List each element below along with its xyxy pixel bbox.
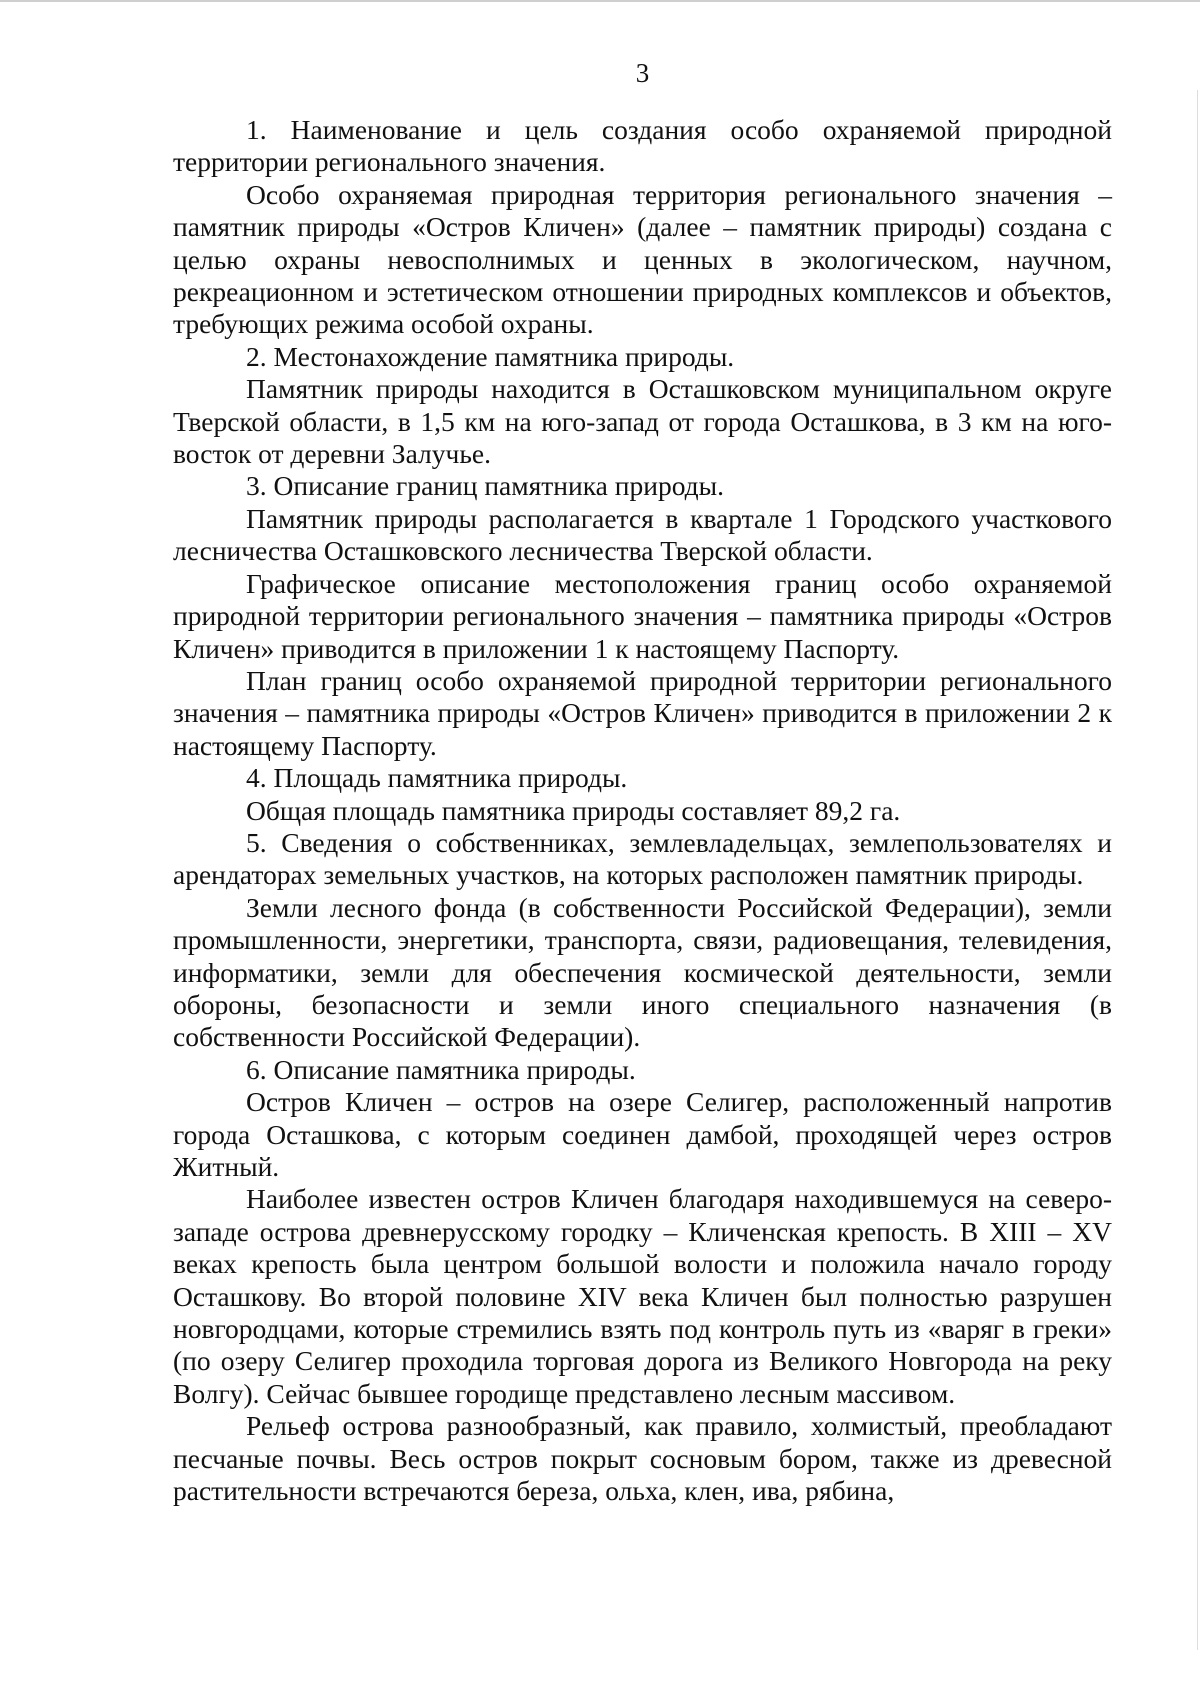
paragraph: Земли лесного фонда (в собственности Российской Федерации), земли промышленности, энергетики, транспорта, связи, радиовещания, телевидения, информатики, земли для обеспечения космической деятельности, земли обороны, безопасности и земли иного специального назначения (в собственности Российской Федерации). <box>173 891 1112 1053</box>
page-number: 3 <box>635 58 650 88</box>
paragraph: Графическое описание местоположения границ особо охраняемой природной территории регионального значения – памятника природы «Остров Кличен» приводится в приложении 1 к настоящему Паспорту. <box>173 567 1112 664</box>
paragraph: Памятник природы находится в Осташковском муниципальном округе Тверской области, в 1,5 км на юго-запад от города Осташкова, в 3 км на юго-восток от деревни Залучье. <box>173 373 1112 470</box>
section-heading-2: 2. Местонахождение памятника природы. <box>246 340 735 372</box>
paragraph: Рельеф острова разнообразный, как правило, холмистый, преобладают песчаные почвы. Весь остров покрыт сосновым бором, также из древесной растительности встречаются береза, ольха, клен, ива, рябина, <box>173 1410 1112 1507</box>
paragraph: Наиболее известен остров Кличен благодаря находившемуся на северо-западе острова древнерусскому городку – Кличенская крепость. В XIII – XV веках крепость была центром большой волости и положила начало городу Осташкову. Во второй половине XIV века Кличен был полностью разрушен новгородцами, которые стремились взять под контроль путь из «варяг в греки» (по озеру Селигер проходила торговая дорога из Великого Новгорода на реку Волгу). Сейчас бывшее городище представлено лесным массивом. <box>173 1183 1112 1409</box>
paragraph: План границ особо охраняемой природной территории регионального значения – памятника природы «Остров Кличен» приводится в приложении 2 к настоящему Паспорту. <box>173 664 1112 761</box>
section-heading-3: 3. Описание границ памятника природы. <box>246 470 725 502</box>
section-heading-6: 6. Описание памятника природы. <box>246 1053 636 1085</box>
section-heading-4: 4. Площадь памятника природы. <box>246 762 628 794</box>
paragraph: Особо охраняемая природная территория регионального значения – памятник природы «Остров Кличен» (далее – памятник природы) создана с целью охраны невосполнимых и ценных в экологическом, научном, рекреационном и эстетическом отношении природных комплексов и объектов, требующих режима особой охраны. <box>173 178 1112 340</box>
section-heading-1: 1. Наименование и цель создания особо охраняемой природной территории регионального значения. <box>173 114 1112 178</box>
scan-right-edge <box>1197 90 1198 1650</box>
document-body <box>173 114 1112 1507</box>
paragraph: Общая площадь памятника природы составляет 89,2 га. <box>246 794 901 826</box>
scan-top-edge <box>0 0 1200 2</box>
paragraph: Остров Кличен – остров на озере Селигер, расположенный напротив города Осташкова, с которым соединен дамбой, проходящей через остров Житный. <box>173 1086 1112 1182</box>
section-heading-5: 5. Сведения о собственниках, землевладельцах, землепользователях и арендаторах земельных участков, на которых расположен памятник природы. <box>173 826 1112 891</box>
paragraph: Памятник природы располагается в квартале 1 Городского участкового лесничества Осташковского лесничества Тверской области. <box>173 502 1112 567</box>
